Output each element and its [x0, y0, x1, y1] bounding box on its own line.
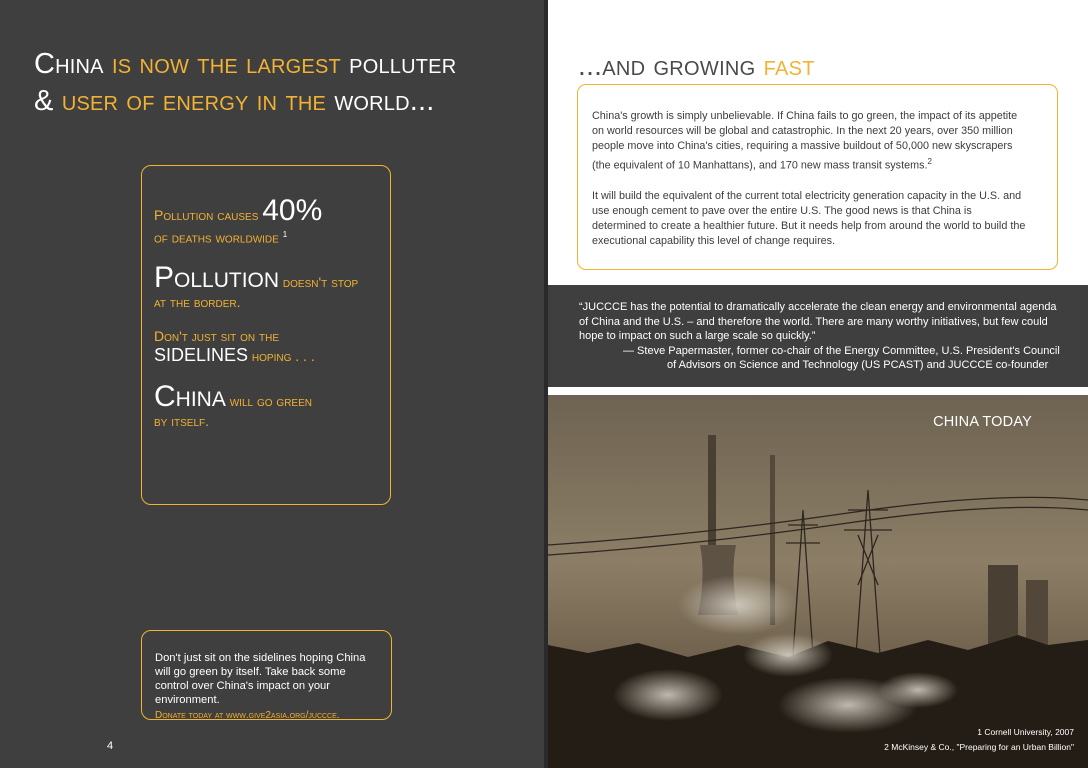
- right-page: [548, 0, 1088, 768]
- china-today-photo: [548, 395, 1088, 768]
- photo-caption: CHINA TODAY: [933, 414, 1032, 430]
- industrial-skyline-image: [548, 395, 1088, 768]
- callout-text: Don't just sit on the: [154, 327, 280, 344]
- callout-text: doesn't stop: [279, 273, 359, 290]
- left-headline: [34, 46, 514, 120]
- callout-china: [154, 379, 376, 430]
- callout-text: hoping . . .: [248, 347, 315, 364]
- callout-bigword: Pollution: [154, 260, 280, 294]
- headline-segment: is now the largest: [103, 48, 350, 80]
- headline-word-china: China: [34, 48, 104, 80]
- headline-segment: ...and growing: [578, 50, 764, 81]
- pollution-callout-box: [141, 165, 391, 505]
- footnote-ref-2: 2: [927, 157, 932, 166]
- callout-sidelines: [154, 327, 376, 366]
- right-headline: [578, 50, 815, 82]
- callout-bigword: China: [154, 379, 226, 413]
- callout-stat: [154, 196, 376, 247]
- callout-text: will go green: [225, 392, 312, 409]
- callout-text: at the border.: [154, 293, 241, 310]
- callout-border: [154, 260, 376, 311]
- quote-text: “JUCCCE has the potential to dramatically accelerate the clean energy and environmental agenda of China and the U.S. – and therefore the world. There are many worthy initiatives, but few could hope to impact on such a large scale so quickly.”: [579, 301, 1057, 342]
- headline-word-fast: fast: [763, 50, 815, 81]
- donate-callout-box: [141, 630, 392, 720]
- quote-band: [548, 285, 1088, 387]
- callout-bigword: sidelines: [154, 338, 249, 367]
- headline-word-world: world...: [334, 85, 435, 117]
- headline-ampersand: &: [34, 85, 62, 117]
- headline-word-polluter: polluter: [349, 48, 457, 80]
- paragraph-1: China's growth is simply unbelievable. If China fails to go green, the impact of its appetite on world resources will be global and catastrophic. In the next 20 years, over 350 million people move into China's cities, requiring a massive buildout of 50,000 new skyscrapers (the equivalent of 10 Manhattans), and 170 new mass transit systems.: [592, 110, 1018, 172]
- footnote-1: 1 Cornell University, 2007: [977, 727, 1074, 737]
- growth-text-box: [577, 84, 1058, 270]
- paragraph-2: It will build the equivalent of the current total electricity generation capacity in the U.S. and use enough cement to pave over the entire U.S. The good news is that China is determined to create a healthier future. But it needs help from around the world to build the executional capability this level of change requires.: [592, 189, 1026, 247]
- quote-attribution-2: of Advisors on Science and Technology (US PCAST) and JUCCCE co-founder: [667, 359, 1049, 371]
- footnote-2: 2 McKinsey & Co., "Preparing for an Urban Billion": [884, 742, 1074, 752]
- quote-attribution: — Steve Papermaster, former co-chair of the Energy Committee, U.S. President's Council: [623, 344, 1060, 357]
- cta-text: Don't just sit on the sidelines hoping China will go green by itself. Take back some control over China's impact on your environment.: [155, 652, 366, 706]
- headline-segment-2: user of energy in the: [61, 85, 335, 117]
- footnote-ref-1: 1: [282, 230, 288, 239]
- callout-percent: 40%: [262, 194, 323, 227]
- donate-link[interactable]: Donate today at www.give2asia.org/juccce.: [155, 710, 340, 721]
- callout-text: Pollution causes: [154, 207, 263, 223]
- page-number: 4: [107, 740, 114, 752]
- callout-text: by itself.: [154, 412, 210, 429]
- callout-text: of deaths worldwide: [154, 229, 283, 246]
